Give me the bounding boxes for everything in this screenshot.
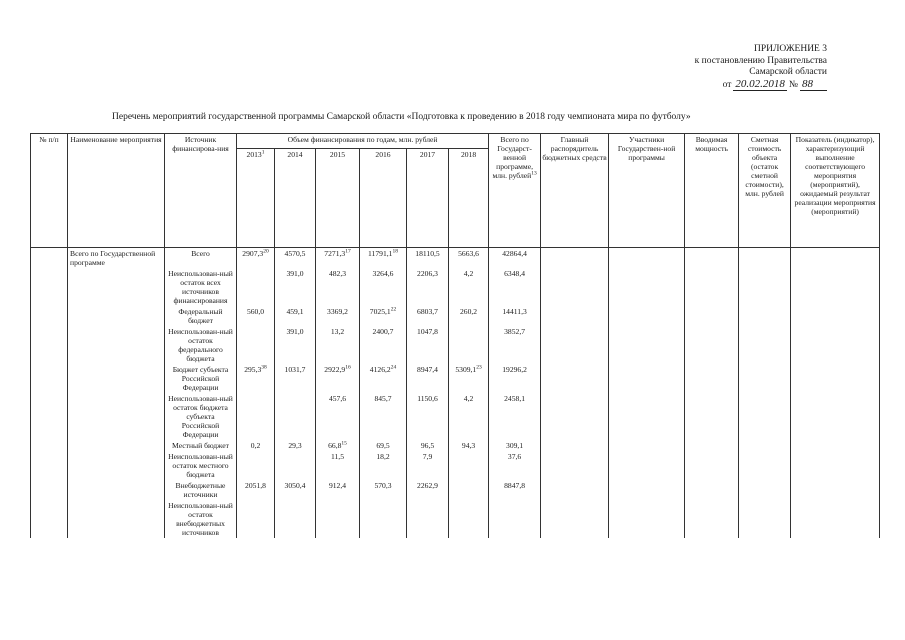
- participants-cell: [609, 364, 685, 393]
- participants-cell: [609, 500, 685, 538]
- indicator-cell: [791, 306, 880, 326]
- row-number-cell: [31, 451, 68, 480]
- header-indicator: Показатель (индикатор), характеризующий выполнение соответствующего мероприятия (мероприятий), ожидаемый результат реализации мероприятия (мероприятий): [791, 134, 880, 248]
- measure-name-cell: [68, 440, 165, 451]
- header-measure-name: Наименование мероприятия: [68, 134, 165, 248]
- year-value-cell: 8947,4: [407, 364, 449, 393]
- year-value-cell: 2907,3$^{20}$: [237, 248, 275, 269]
- year-value-cell: [449, 451, 489, 480]
- year-value-cell: 29,3: [275, 440, 316, 451]
- measure-name-cell: [68, 364, 165, 393]
- row-number-cell: [31, 440, 68, 451]
- header-program-total: Всего по Государст-венной программе, млн. рублей$^{13}$: [489, 134, 541, 248]
- budget-manager-cell: [541, 364, 609, 393]
- year-value-cell: [237, 326, 275, 364]
- budget-manager-cell: [541, 393, 609, 440]
- estimated-cost-cell: [739, 500, 791, 538]
- header-participants: Участники Государствен-ной программы: [609, 134, 685, 248]
- table-header-row: [31, 134, 880, 149]
- header-year: 2013$^1$: [237, 149, 275, 248]
- funding-source-cell: Внебюджетные источники: [165, 480, 237, 500]
- year-value-cell: 570,3: [360, 480, 407, 500]
- indicator-cell: [791, 393, 880, 440]
- header-year: 2018: [449, 149, 489, 248]
- estimated-cost-cell: [739, 393, 791, 440]
- budget-manager-cell: [541, 268, 609, 306]
- budget-manager-cell: [541, 440, 609, 451]
- measure-name-cell: [68, 480, 165, 500]
- year-value-cell: [360, 500, 407, 538]
- year-value-cell: [237, 268, 275, 306]
- annex-date-prefix: от: [722, 79, 732, 90]
- year-value-cell: 2400,7: [360, 326, 407, 364]
- header-year: 2017: [407, 149, 449, 248]
- year-value-cell: 6803,7: [407, 306, 449, 326]
- year-value-cell: 11,5: [316, 451, 360, 480]
- program-total-cell: [489, 500, 541, 538]
- year-value-cell: 4,2: [449, 393, 489, 440]
- row-number-cell: [31, 364, 68, 393]
- funding-source-cell: Всего: [165, 248, 237, 269]
- year-value-cell: [237, 500, 275, 538]
- header-capacity: Вводимая мощность: [685, 134, 739, 248]
- year-value-cell: 4126,2$^{24}$: [360, 364, 407, 393]
- annex-handwritten-date: 20.02.2018: [735, 77, 785, 90]
- row-number-cell: [31, 248, 68, 269]
- header-number: № п/п: [31, 134, 68, 248]
- year-value-cell: 0,2: [237, 440, 275, 451]
- annex-line-2: Самарской области: [749, 67, 827, 77]
- year-value-cell: [275, 451, 316, 480]
- year-value-cell: 260,2: [449, 306, 489, 326]
- table-row: [31, 248, 880, 269]
- row-number-cell: [31, 326, 68, 364]
- year-value-cell: 18110,5: [407, 248, 449, 269]
- estimated-cost-cell: [739, 440, 791, 451]
- year-value-cell: 7025,1$^{22}$: [360, 306, 407, 326]
- year-value-cell: 4,2: [449, 268, 489, 306]
- year-value-cell: [407, 500, 449, 538]
- annex-title: ПРИЛОЖЕНИЕ 3: [753, 44, 827, 54]
- header-year: 2015: [316, 149, 360, 248]
- annex-block: [667, 44, 827, 91]
- year-value-cell: 3369,2: [316, 306, 360, 326]
- year-value-cell: 66,8$^{15}$: [316, 440, 360, 451]
- year-value-cell: [237, 393, 275, 440]
- year-value-cell: [275, 393, 316, 440]
- year-value-cell: 391,0: [275, 268, 316, 306]
- row-number-cell: [31, 268, 68, 306]
- year-value-cell: 2206,3: [407, 268, 449, 306]
- year-value-cell: 3264,6: [360, 268, 407, 306]
- table-row: [31, 480, 880, 500]
- measure-name-cell: Всего по Государственной программе: [68, 248, 165, 269]
- measure-name-cell: [68, 268, 165, 306]
- budget-manager-cell: [541, 306, 609, 326]
- program-total-cell: 309,1: [489, 440, 541, 451]
- estimated-cost-cell: [739, 306, 791, 326]
- capacity-cell: [685, 393, 739, 440]
- year-value-cell: 2051,8: [237, 480, 275, 500]
- year-value-cell: 18,2: [360, 451, 407, 480]
- estimated-cost-cell: [739, 326, 791, 364]
- year-value-cell: [316, 500, 360, 538]
- year-value-cell: 94,3: [449, 440, 489, 451]
- funding-source-cell: Неиспользован-ный остаток местного бюджета: [165, 451, 237, 480]
- annex-number-sign: №: [788, 79, 798, 90]
- indicator-cell: [791, 364, 880, 393]
- table-row: [31, 268, 880, 306]
- participants-cell: [609, 451, 685, 480]
- year-value-cell: [275, 500, 316, 538]
- header-year: 2014: [275, 149, 316, 248]
- table-row: [31, 364, 880, 393]
- table-row: [31, 326, 880, 364]
- funding-source-cell: Неиспользован-ный остаток федерального бюджета: [165, 326, 237, 364]
- table-row: [31, 451, 880, 480]
- capacity-cell: [685, 364, 739, 393]
- program-total-cell: 6348,4: [489, 268, 541, 306]
- annex-line-1: к постановлению Правительства: [694, 55, 827, 66]
- indicator-cell: [791, 268, 880, 306]
- year-value-cell: 457,6: [316, 393, 360, 440]
- indicator-cell: [791, 480, 880, 500]
- funding-source-cell: Местный бюджет: [165, 440, 237, 451]
- program-total-cell: 14411,3: [489, 306, 541, 326]
- program-total-cell: 3852,7: [489, 326, 541, 364]
- estimated-cost-cell: [739, 268, 791, 306]
- indicator-cell: [791, 500, 880, 538]
- year-value-cell: 96,5: [407, 440, 449, 451]
- funding-source-cell: Неиспользован-ный остаток бюджета субъекта Российской Федерации: [165, 393, 237, 440]
- funding-source-cell: Неиспользован-ный остаток всех источников финансирования: [165, 268, 237, 306]
- participants-cell: [609, 480, 685, 500]
- funding-source-cell: Неиспользован-ный остаток внебюджетных источников: [165, 500, 237, 538]
- row-number-cell: [31, 500, 68, 538]
- measure-name-cell: [68, 306, 165, 326]
- year-value-cell: 2262,9: [407, 480, 449, 500]
- participants-cell: [609, 268, 685, 306]
- budget-manager-cell: [541, 500, 609, 538]
- capacity-cell: [685, 248, 739, 269]
- program-total-cell: 8847,8: [489, 480, 541, 500]
- document-title: Перечень мероприятий государственной программы Самарской области «Подготовка к проведению в 2018 году чемпионата мира по футболу»: [112, 112, 691, 122]
- table-row: [31, 306, 880, 326]
- funding-source-cell: Федеральный бюджет: [165, 306, 237, 326]
- year-value-cell: 912,4: [316, 480, 360, 500]
- participants-cell: [609, 326, 685, 364]
- indicator-cell: [791, 326, 880, 364]
- year-value-cell: 5309,1$^{23}$: [449, 364, 489, 393]
- budget-manager-cell: [541, 451, 609, 480]
- row-number-cell: [31, 306, 68, 326]
- annex-handwritten-number: 88: [800, 79, 827, 92]
- year-value-cell: 69,5: [360, 440, 407, 451]
- year-value-cell: 5663,6: [449, 248, 489, 269]
- year-value-cell: 1031,7: [275, 364, 316, 393]
- year-value-cell: 845,7: [360, 393, 407, 440]
- estimated-cost-cell: [739, 364, 791, 393]
- header-budget-manager: Главный распорядитель бюджетных средств: [541, 134, 609, 248]
- year-value-cell: 3050,4: [275, 480, 316, 500]
- year-value-cell: 1150,6: [407, 393, 449, 440]
- row-number-cell: [31, 393, 68, 440]
- indicator-cell: [791, 440, 880, 451]
- program-total-cell: 19296,2: [489, 364, 541, 393]
- measure-name-cell: [68, 326, 165, 364]
- capacity-cell: [685, 306, 739, 326]
- year-value-cell: [449, 500, 489, 538]
- year-value-cell: 482,3: [316, 268, 360, 306]
- year-value-cell: [449, 480, 489, 500]
- year-value-cell: 7,9: [407, 451, 449, 480]
- year-value-cell: 459,1: [275, 306, 316, 326]
- capacity-cell: [685, 500, 739, 538]
- year-value-cell: 7271,3$^{17}$: [316, 248, 360, 269]
- estimated-cost-cell: [739, 480, 791, 500]
- capacity-cell: [685, 480, 739, 500]
- participants-cell: [609, 248, 685, 269]
- table-row: [31, 393, 880, 440]
- budget-manager-cell: [541, 326, 609, 364]
- program-total-cell: 37,6: [489, 451, 541, 480]
- year-value-cell: 391,0: [275, 326, 316, 364]
- measures-table: [30, 133, 880, 538]
- indicator-cell: [791, 248, 880, 269]
- capacity-cell: [685, 440, 739, 451]
- capacity-cell: [685, 326, 739, 364]
- table-body: [31, 248, 880, 539]
- capacity-cell: [685, 451, 739, 480]
- year-value-cell: [449, 326, 489, 364]
- program-total-cell: 2458,1: [489, 393, 541, 440]
- indicator-cell: [791, 451, 880, 480]
- funding-source-cell: Бюджет субъекта Российской Федерации: [165, 364, 237, 393]
- year-value-cell: [237, 451, 275, 480]
- table-row: [31, 500, 880, 538]
- table-row: [31, 440, 880, 451]
- participants-cell: [609, 440, 685, 451]
- year-value-cell: 560,0: [237, 306, 275, 326]
- budget-manager-cell: [541, 248, 609, 269]
- year-value-cell: 295,3$^{38}$: [237, 364, 275, 393]
- header-year: 2016: [360, 149, 407, 248]
- year-value-cell: 4570,5: [275, 248, 316, 269]
- year-value-cell: 13,2: [316, 326, 360, 364]
- annex-date-line: [667, 79, 827, 92]
- estimated-cost-cell: [739, 451, 791, 480]
- program-total-cell: 42864,4: [489, 248, 541, 269]
- capacity-cell: [685, 268, 739, 306]
- participants-cell: [609, 306, 685, 326]
- measure-name-cell: [68, 451, 165, 480]
- participants-cell: [609, 393, 685, 440]
- year-value-cell: 2922,9$^{16}$: [316, 364, 360, 393]
- header-estimated-cost: Сметная стоимость объекта (остаток сметной стоимости), млн. рублей: [739, 134, 791, 248]
- year-value-cell: 1047,8: [407, 326, 449, 364]
- budget-manager-cell: [541, 480, 609, 500]
- row-number-cell: [31, 480, 68, 500]
- header-funding-source: Источник финансирова-ния: [165, 134, 237, 248]
- header-funding-volume: Объем финансирования по годам, млн. рублей: [237, 134, 489, 149]
- year-value-cell: 11791,1$^{18}$: [360, 248, 407, 269]
- estimated-cost-cell: [739, 248, 791, 269]
- measure-name-cell: [68, 393, 165, 440]
- measure-name-cell: [68, 500, 165, 538]
